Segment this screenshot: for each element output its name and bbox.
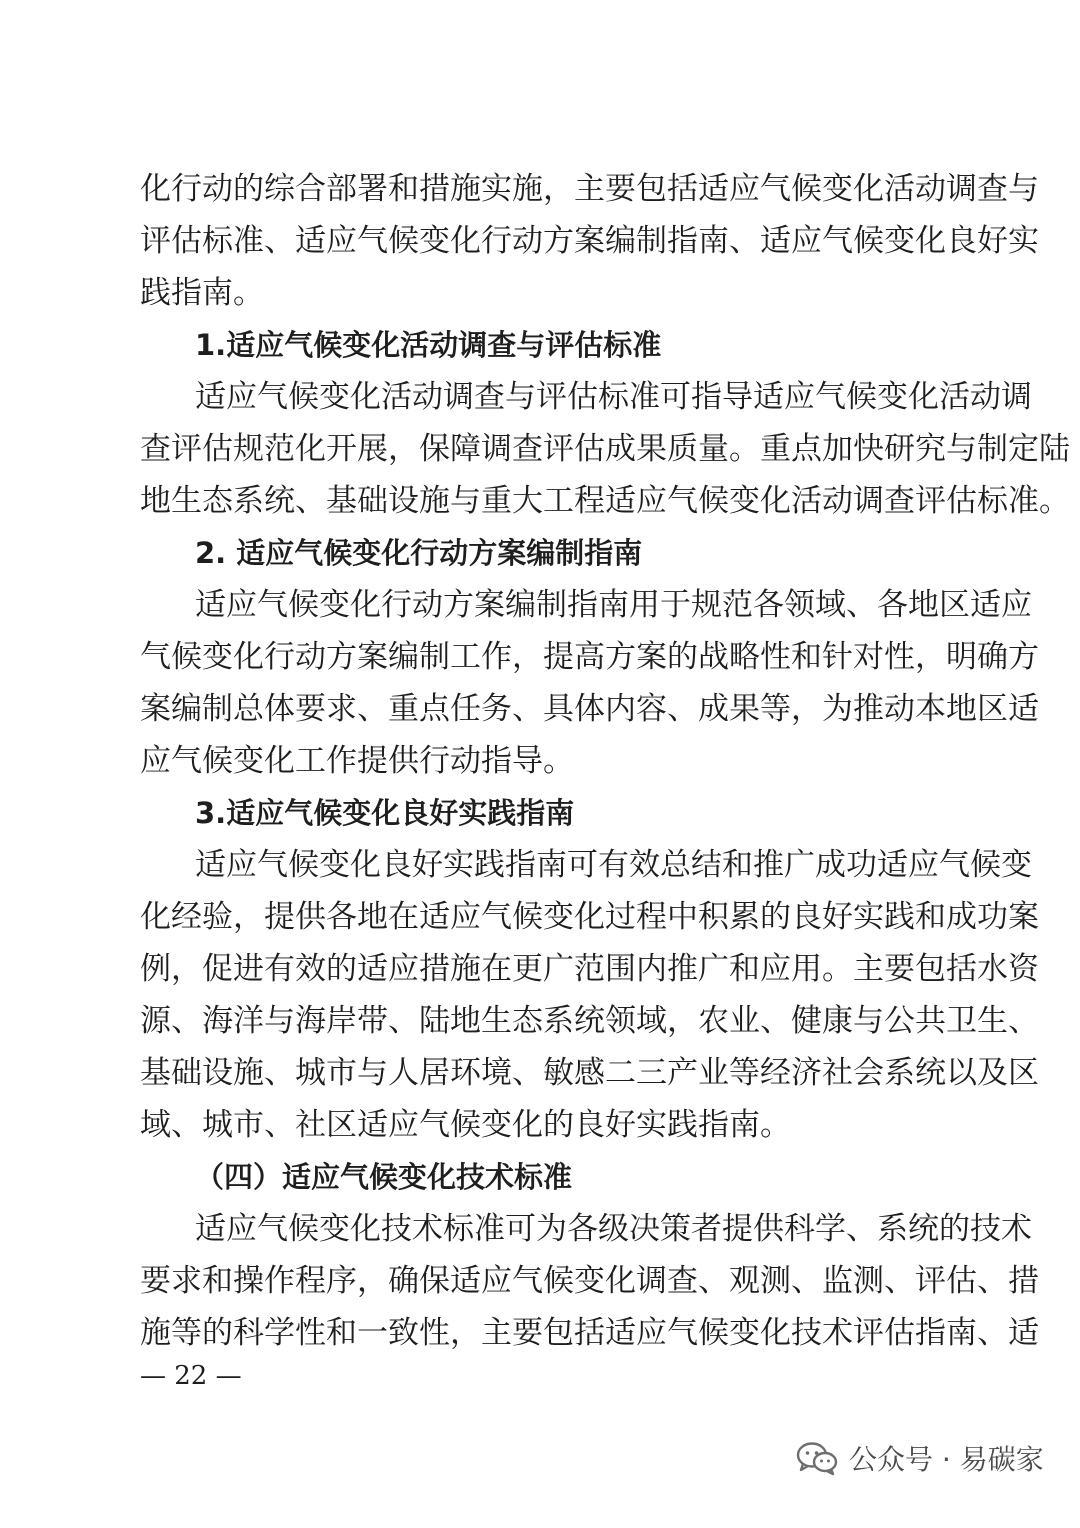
body-line: 践指南。: [140, 275, 264, 311]
body-line: 化行动的综合部署和措施实施，主要包括适应气候变化活动调查与: [140, 171, 1039, 207]
section-heading-2: 2. 适应气候变化行动方案编制指南: [195, 536, 643, 570]
body-line: 域、城市、社区适应气候变化的良好实践指南。: [140, 1107, 791, 1143]
wechat-icon: [795, 1440, 839, 1476]
body-line: 案编制总体要求、重点任务、具体内容、成果等，为推动本地区适: [140, 691, 1039, 727]
paragraph-first-line: 适应气候变化行动方案编制指南用于规范各领域、各地区适应: [195, 587, 1032, 623]
page-number: — 22 —: [140, 1361, 242, 1391]
section-heading-3: 3.适应气候变化良好实践指南: [195, 796, 575, 830]
body-line: 查评估规范化开展，保障调查评估成果质量。重点加快研究与制定陆: [140, 431, 1070, 467]
body-line: 施等的科学性和一致性，主要包括适应气候变化技术评估指南、适: [140, 1315, 1039, 1351]
watermark: [795, 1432, 1044, 1484]
body-line: 源、海洋与海岸带、陆地生态系统领域，农业、健康与公共卫生、: [140, 1003, 1039, 1039]
section-heading-1: 1.适应气候变化活动调查与评估标准: [195, 328, 662, 362]
body-line: 气候变化行动方案编制工作，提高方案的战略性和针对性，明确方: [140, 639, 1039, 675]
body-line: 例，促进有效的适应措施在更广范围内推广和应用。主要包括水资: [140, 951, 1039, 987]
body-line: 地生态系统、基础设施与重大工程适应气候变化活动调查评估标准。: [140, 483, 1070, 519]
body-line: 评估标准、适应气候变化行动方案编制指南、适应气候变化良好实: [140, 223, 1039, 259]
body-line: 要求和操作程序，确保适应气候变化调查、观测、监测、评估、措: [140, 1263, 1039, 1299]
section-heading-4: （四）适应气候变化技术标准: [195, 1160, 573, 1194]
body-line: 应气候变化工作提供行动指导。: [140, 743, 574, 779]
paragraph-first-line: 适应气候变化技术标准可为各级决策者提供科学、系统的技术: [195, 1211, 1032, 1247]
body-line: 基础设施、城市与人居环境、敏感二三产业等经济社会系统以及区: [140, 1055, 1039, 1091]
paragraph-first-line: 适应气候变化活动调查与评估标准可指导适应气候变化活动调: [195, 379, 1032, 415]
paragraph-first-line: 适应气候变化良好实践指南可有效总结和推广成功适应气候变: [195, 847, 1032, 883]
body-line: 化经验，提供各地在适应气候变化过程中积累的良好实践和成功案: [140, 899, 1039, 935]
watermark-text: 公众号 · 易碳家: [849, 1443, 1044, 1476]
